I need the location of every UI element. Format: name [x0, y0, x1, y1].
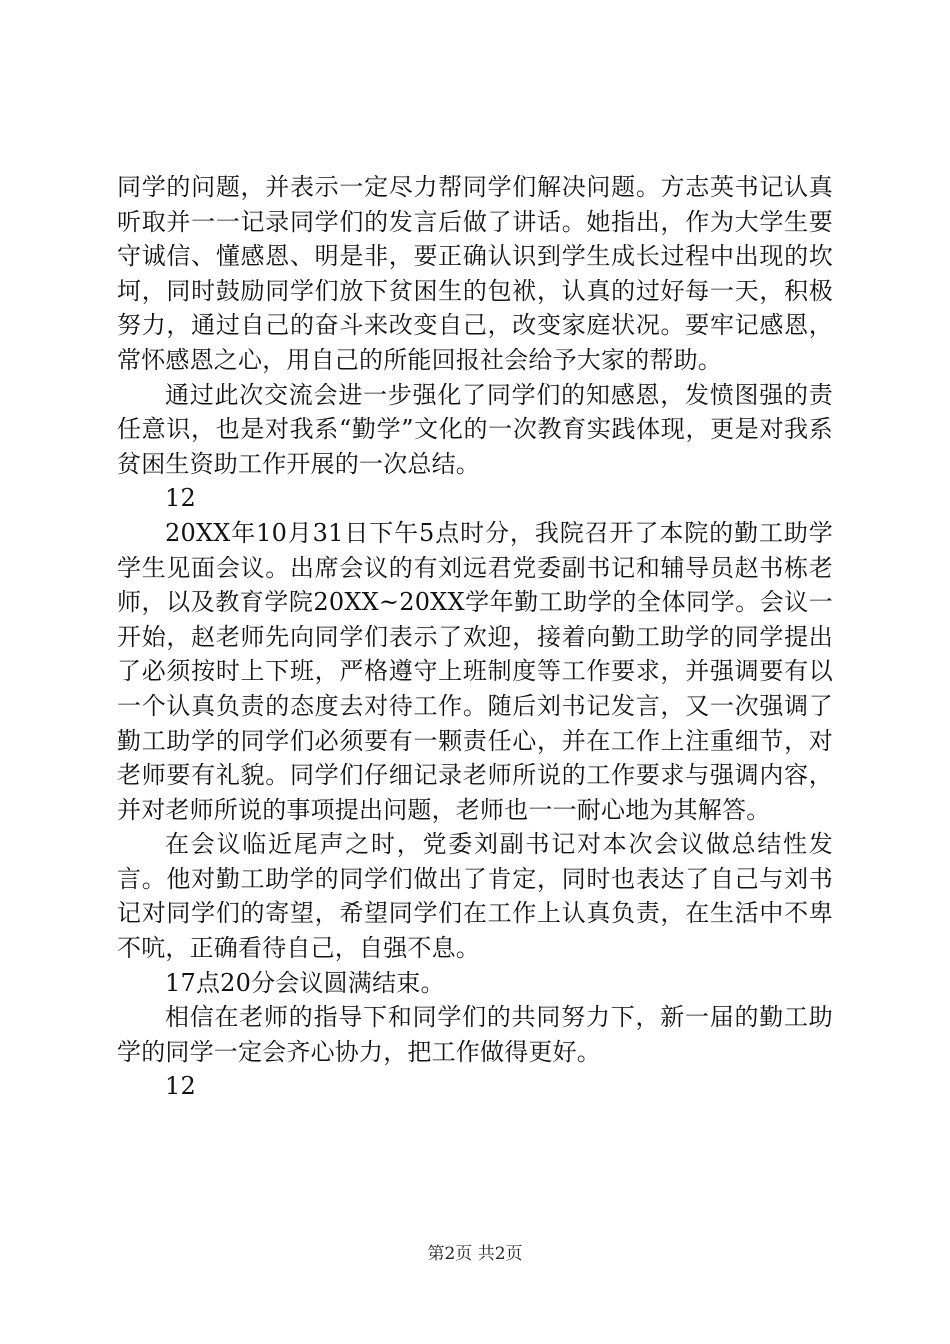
page-footer: 第2页 共2页 — [427, 1244, 523, 1264]
paragraph-8: 12 — [165, 1072, 196, 1101]
paragraph-6: 17点20分会议圆满结束。 — [165, 968, 445, 997]
document-body — [117, 170, 833, 1104]
paragraph-2: 通过此次交流会进一步强化了同学们的知感恩，发愤图强的责任意识，也是对我系“勤学”文化的一次教育实践体现，更是对我系贫困生资助工作开展的一次总结。 — [117, 380, 833, 478]
paragraph-3: 12 — [165, 484, 196, 513]
paragraph-5: 在会议临近尾声之时，党委刘副书记对本次会议做总结性发言。他对勤工助学的同学们做出了肯定，同时也表达了自己与刘书记对同学们的寄望，希望同学们在工作上认真负责，在生活中不卑不吭，正确看待自己，自强不息。 — [117, 830, 833, 963]
paragraph-4: 20XX年10月31日下午5点时分，我院召开了本院的勤工助学学生见面会议。出席会议的有刘远君党委副书记和辅导员赵书栋老师，以及教育学院20XX~20XX学年勤工助学的全体同学。会议一开始，赵老师先向同学们表示了欢迎，接着向勤工助学的同学提出了必须按时上下班，严格遵守上班制度等工作要求，并强调要有以一个认真负责的态度去对待工作。随后刘书记发言，又一次强调了勤工助学的同学们必须要有一颗责任心，并在工作上注重细节，对老师要有礼貌。同学们仔细记录老师所说的工作要求与强调内容，并对老师所说的事项提出问题，老师也一一耐心地为其解答。 — [117, 518, 833, 824]
paragraph-7: 相信在老师的指导下和同学们的共同努力下，新一届的勤工助学的同学一定会齐心协力，把工作做得更好。 — [117, 1003, 833, 1066]
paragraph-1: 同学的问题，并表示一定尽力帮同学们解决问题。方志英书记认真听取并一一记录同学们的发言后做了讲话。她指出，作为大学生要守诚信、懂感恩、明是非，要正确认识到学生成长过程中出现的坎坷，同时鼓励同学们放下贫困生的包袱，认真的过好每一天，积极努力，通过自己的奋斗来改变自己，改变家庭状况。要牢记感恩，常怀感恩之心，用自己的所能回报社会给予大家的帮助。 — [117, 173, 833, 374]
